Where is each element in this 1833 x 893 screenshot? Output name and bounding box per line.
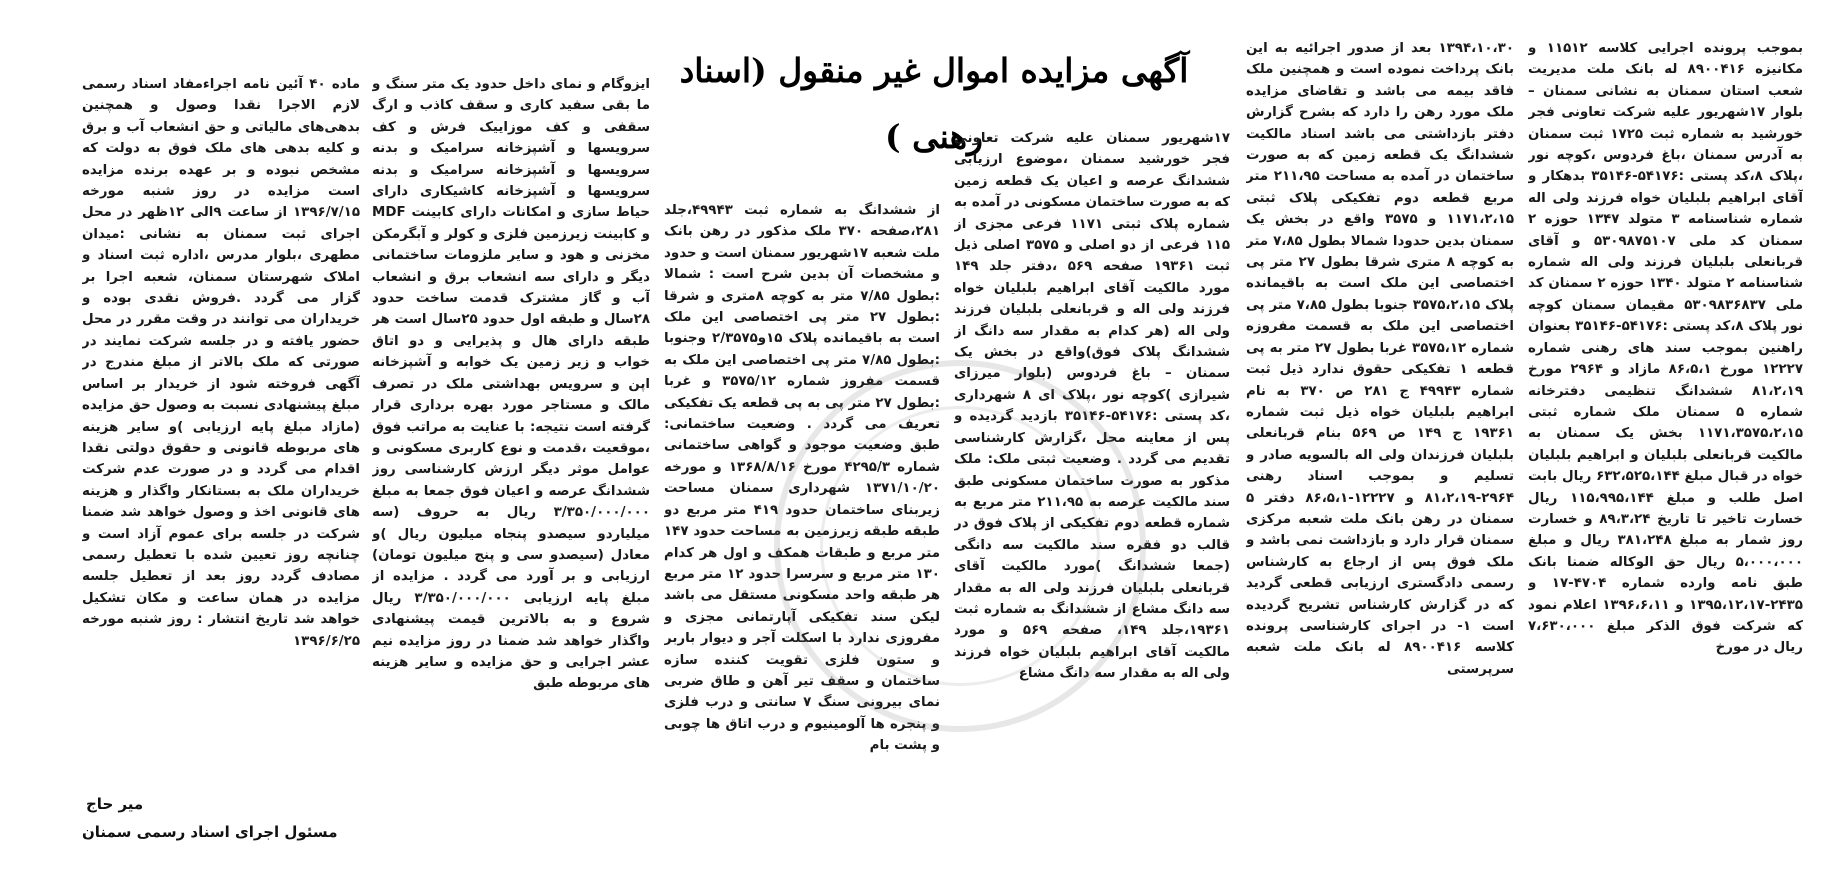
column-text: ماده ۴۰ آئین نامه اجراءمفاد اسناد رسمی لازم الاجرا نقدا وصول و همچنین بدهی‌های مالیاتی و حق انشعاب آب و برق و کلیه بدهی های ملک فوق به دولت که مشخص نبوده و بر عهده برنده مزایده است مزایده در روز شنبه مورخه ۱۳۹۶/۷/۱۵ از ساعت ۹الی ۱۲ظهر در محل اجرای ثبت سمنان به نشانی :میدان مطهری ،بلوار مدرس ،اداره ثبت اسناد و املاک شهرستان سمنان، شعبه اجرا بر گزار می گردد .فروش نقدی بوده و خریداران می توانند در وقت مقرر در محل حضور یافته و در جلسه شرکت نمایند در صورتی که ملک بالاتر از مبلغ مندرج در آگهی فروخته شود از خریدار بر اساس مبلغ پیشنهادی نسبت به وصول حق مزایده (مازاد مبلغ پایه ارزیابی )و سایر هزینه های مربوطه قانونی و حقوق دولتی نقدا اقدام می گردد و در صورت عدم شرکت خریداران ملک به بستانکار واگذار و هزینه های قانونی اخذ و وصول خواهد شد ضمنا شرکت در جلسه برای عموم آزاد است و چنانچه روز تعیین شده با تعطیل رسمی مصادف گردد روز بعد از تعطیل جلسه مزایده در همان ساعت و مکان تشکیل خواهد شد تاریخ انتشار : روز شنبه مورخه ۱۳۹۶/۶/۲۵ xyxy=(82,77,360,649)
signature-block xyxy=(82,790,360,846)
column-text: ایزوگام و نمای داخل حدود یک متر سنگ و ما بقی سفید کاری و سقف کاذب و ارگ سقفی و کف موزاییک فرش و کف سرویسها و آشپزخانه سرامیک و بدنه سرویسها و آشپزخانه سرامیک و بدنه سرویسها و آشپزخانه کاشیکاری دارای حیاط سازی و امکانات دارای کابینت MDF و کابینت زیرزمین فلزی و کولر و آبگرمکن مخزنی و هود و سایر ملزومات ساختمانی دیگر و دارای سه انشعاب برق و انشعاب آب و گاز مشترک قدمت ساخت حدود ۲۸سال و طبقه اول حدود ۲۵سال است هر طبقه دارای هال و پذیرایی و دو اتاق خواب و زیر زمین یک خوابه و آشپزخانه اپن و سرویس بهداشتی ملک در تصرف مالک و مستاجر مورد بهره برداری قرار گرفته است نتیجه: با عنایت به مراتب فوق ،موقعیت ،قدمت و نوع کاربری مسکونی و عوامل موثر دیگر ارزش کارشناسی روز ششدانگ عرصه و اعیان فوق جمعا به مبلغ ۳/۳۵۰/۰۰۰/۰۰۰ ریال به حروف (سه میلیاردو سیصدو پنجاه میلیون ریال )و معادل (سیصدو سی و پنج میلیون تومان) ارزیابی و بر آورد می گردد . مزایده از مبلغ پایه ارزیابی ۳/۳۵۰/۰۰۰/۰۰۰ ریال شروع و به بالاترین قیمت پیشنهادی واگذار خواهد شد ضمنا در روز مزایده نیم عشر اجرایی و حق مزایده و سایر هزینه های مربوطه طبق xyxy=(372,77,650,692)
column-text: ۱۷شهریور سمنان علیه شرکت تعاونی فجر خورشید سمنان ،موضوع ارزیابی ششدانگ عرصه و اعیان یک قطعه زمین که به صورت ساختمان مسکونی در آمده به شماره پلاک ثبتی ۱۱۷۱ فرعی مجزی از ۱۱۵ فرعی از دو اصلی و ۳۵۷۵ اصلی ذیل ثبت ۱۹۳۶۱ صفحه ۵۶۹ ،دفتر جلد ۱۴۹ مورد مالکیت آقای ابراهیم بلبلیان خواه فرزند ولی اله و قربانعلی بلبلیان فرزند ولی اله (هر کدام به مقدار سه دانگ از ششدانگ پلاک فوق)واقع در بخش یک سمنان – باغ فردوس (بلوار میرزای شیرازی )کوچه نور ،پلاک ای ۸ شهرداری ،کد پستی :۵۴۱۷۶-۳۵۱۴۶ بازدید گردیده و پس از معاینه محل ،گزارش کارشناسی تقدیم می گردد . وضعیت ثبتی ملک: ملک مذکور به صورت ساختمان مسکونی طبق سند مالکیت عرصه به ۲۱۱،۹۵ متر مربع به شماره قطعه دوم تفکیکی از پلاک فوق در قالب دو فقره سند مالکیت سه دانگی (جمعا ششدانگ )مورد مالکیت آقای قربانعلی بلبلیان فرزند ولی اله به مقدار سه دانگ مشاع از ششدانگ به شماره ثبت ۱۹۳۶۱،جلد ۱۴۹، صفحه ۵۶۹ و مورد مالکیت آقای ابراهیم بلبلیان خواه فرزند ولی اله به مقدار سه دانگ مشاع xyxy=(954,131,1230,682)
column-text: ۱۳۹۴،۱۰،۳۰ بعد از صدور اجرائیه به این بانک پرداخت نموده است و همچنین ملک فاقد بیمه می باشد و تقاضای مزایده ملک مورد رهن را دارد که بشرح گزارش دفتر بازداشتی می باشد اسناد مالکیت ششدانگ یک قطعه زمین که به صورت ساختمان در آمده به مساحت ۲۱۱،۹۵ متر مربع قطعه دوم تفکیکی پلاک ثبتی ۱۱۷۱،۲،۱۵ و ۳۵۷۵ واقع در بخش یک سمنان بدین حدودا شمالا بطول ۷،۸۵ متر به کوچه ۸ متری شرقا بطول ۲۷ متر پی اختصاصی این ملک است به باقیمانده پلاک ۳۵۷۵،۲،۱۵ جنوبا بطول ۷،۸۵ متر پی اختصاصی این ملک به قسمت مفروزه شماره ۳۵۷۵،۱۲ غربا بطول ۲۷ متر به پی قطعه ۱ تفکیکی حقوق ندارد ذیل ثبت شماره ۴۹۹۴۳ ج ۲۸۱ ص ۳۷۰ به نام ابراهیم بلبلیان خواه ذیل ثبت شماره ۱۹۳۶۱ ج ۱۴۹ ص ۵۶۹ بنام قربانعلی بلبلیان فرزندان ولی اله بالسویه صادر و تسلیم و بموجب اسناد رهنی ۲۹۶۴-۸۱،۲،۱۹ و ۱۲۲۲۷-۸۶،۵،۱ دفتر ۵ سمنان در رهن بانک ملت شعبه مرکزی سمنان قرار دارد و بازداشت نمی باشد و ملک فوق پس از ارجاع به کارشناس رسمی دادگستری ارزیابی قطعی گردید که در گزارش کارشناس تشریح گردیده است ۱- در اجرای کارشناسی پرونده کلاسه ۸۹۰۰۴۱۶ له بانک ملت شعبه سرپرستی xyxy=(1246,41,1514,677)
text-column-2 xyxy=(1246,38,1514,858)
column-text: از ششدانگ به شماره ثبت ۴۹۹۴۳،جلد ۲۸۱،صفحه ۳۷۰ ملک مذکور در رهن بانک ملت شعبه ۱۷شهریور سمنان است و حدود و مشخصات آن بدین شرح است : شمالا :بطول ۷/۸۵ متر به کوچه ۸متری و شرقا :بطول ۲۷ متر پی اختصاصی این ملک است به باقیمانده پلاک ۱۵و۲/۳۵۷۵ وجنوبا :بطول ۷/۸۵ متر پی اختصاصی این ملک به قسمت مفروز شماره ۳۵۷۵/۱۲ و غربا :بطول ۲۷ متر پی به پی قطعه یک تفکیکی تعریف می گردد . وضعیت ساختمانی: طبق وضعیت موجود و گواهی ساختمانی شماره ۴۲۹۵/۳ مورخ ۱۳۶۸/۸/۱۶ و مورخه ۱۳۷۱/۱۰/۲۰ شهرداری سمنان مساحت زیربنای ساختمان حدود ۴۱۹ متر مربع دو طبقه طبقه زیرزمین به مساحت حدود ۱۴۷ متر مربع و طبقات همکف و اول هر کدام ۱۳۰ متر مربع و سرسرا حدود ۱۲ متر مربع هر طبقه واحد مسکونی مستقل می باشد لیکن سند تفکیکی آپارتمانی مجزی و مفروزی ندارد با اسکلت آجر و دیوار باربر و ستون فلزی تقویت کننده سازه ساختمان و سقف تیر آهن و طاق ضربی نمای بیرونی سنگ ۷ سانتی و درب فلزی و پنجره ها آلومینیوم و درب اتاق ها چوبی و پشت بام xyxy=(664,203,940,754)
text-column-3 xyxy=(954,128,1230,858)
column-text: بموجب پرونده اجرایی کلاسه ۱۱۵۱۲ و مکانیزه ۸۹۰۰۴۱۶ له بانک ملت مدیریت شعب استان سمنان به نشانی سمنان – بلوار ۱۷شهریور علیه شرکت تعاونی فجر خورشید به شماره ثبت ۱۷۲۵ ثبت سمنان به آدرس سمنان ،باغ فردوس ،کوچه نور ،پلاک ۸،کد پستی :۵۴۱۷۶-۳۵۱۴۶ بدهکار و آقای ابراهیم بلبلیان خواه فرزند ولی اله شماره شناسنامه ۳ متولد ۱۳۴۷ حوزه ۲ سمنان کد ملی ۵۳۰۹۸۷۵۱۰۷ و آقای قربانعلی بلبلیان فرزند ولی اله شماره شناسنامه ۲ متولد ۱۳۴۰ حوزه ۲ سمنان کد ملی ۵۳۰۹۸۳۶۸۳۷ مقیمان سمنان کوچه نور پلاک ۸،کد پستی :۵۴۱۷۶-۳۵۱۴۶ بعنوان راهنین بموجب سند های رهنی شماره ۱۲۲۲۷ مورخ ۸۶،۵،۱ مازاد و ۲۹۶۴ مورخ ۸۱،۲،۱۹ ششدانگ تنظیمی دفترخانه شماره ۵ سمنان ملک شماره ثبتی ۱۱۷۱،۳۵۷۵،۲،۱۵ بخش یک سمنان به مالکیت قربانعلی بلبلیان و ابراهیم بلبلیان خواه در قبال مبلغ ۶۳۲،۵۲۵،۱۴۴ ریال بابت اصل طلب و مبلغ ۱۱۵،۹۹۵،۱۴۴ ریال خسارت تاخیر تا تاریخ ۸۹،۳،۲۴ و خسارت روز شمار به مبلغ ۳۸۱،۲۴۸ ریال و مبلغ ۵،۰۰۰،۰۰۰ ریال حق الوکاله ضمنا بانک طبق نامه وارده شماره ۴۷۰۴-۱۷ و ۲۴۳۵-۱۳۹۵،۱۲،۱۷ و ۱۳۹۶،۶،۱۱ اعلام نمود که شرکت فوق الذکر مبلغ ۷،۶۳۰،۰۰۰ ریال در مورخ xyxy=(1528,41,1803,656)
text-column-4 xyxy=(664,200,940,860)
notice-page xyxy=(34,30,1809,864)
notice-title: آگهی مزایده اموال غیر منقول (اسناد رهنی ) xyxy=(679,51,1189,156)
text-column-6 xyxy=(82,74,360,694)
signature-name: میر حاج xyxy=(86,795,144,813)
text-column-5 xyxy=(372,74,650,862)
signature-role: مسئول اجرای اسناد رسمی سمنان xyxy=(82,823,338,841)
text-column-1 xyxy=(1528,38,1803,858)
